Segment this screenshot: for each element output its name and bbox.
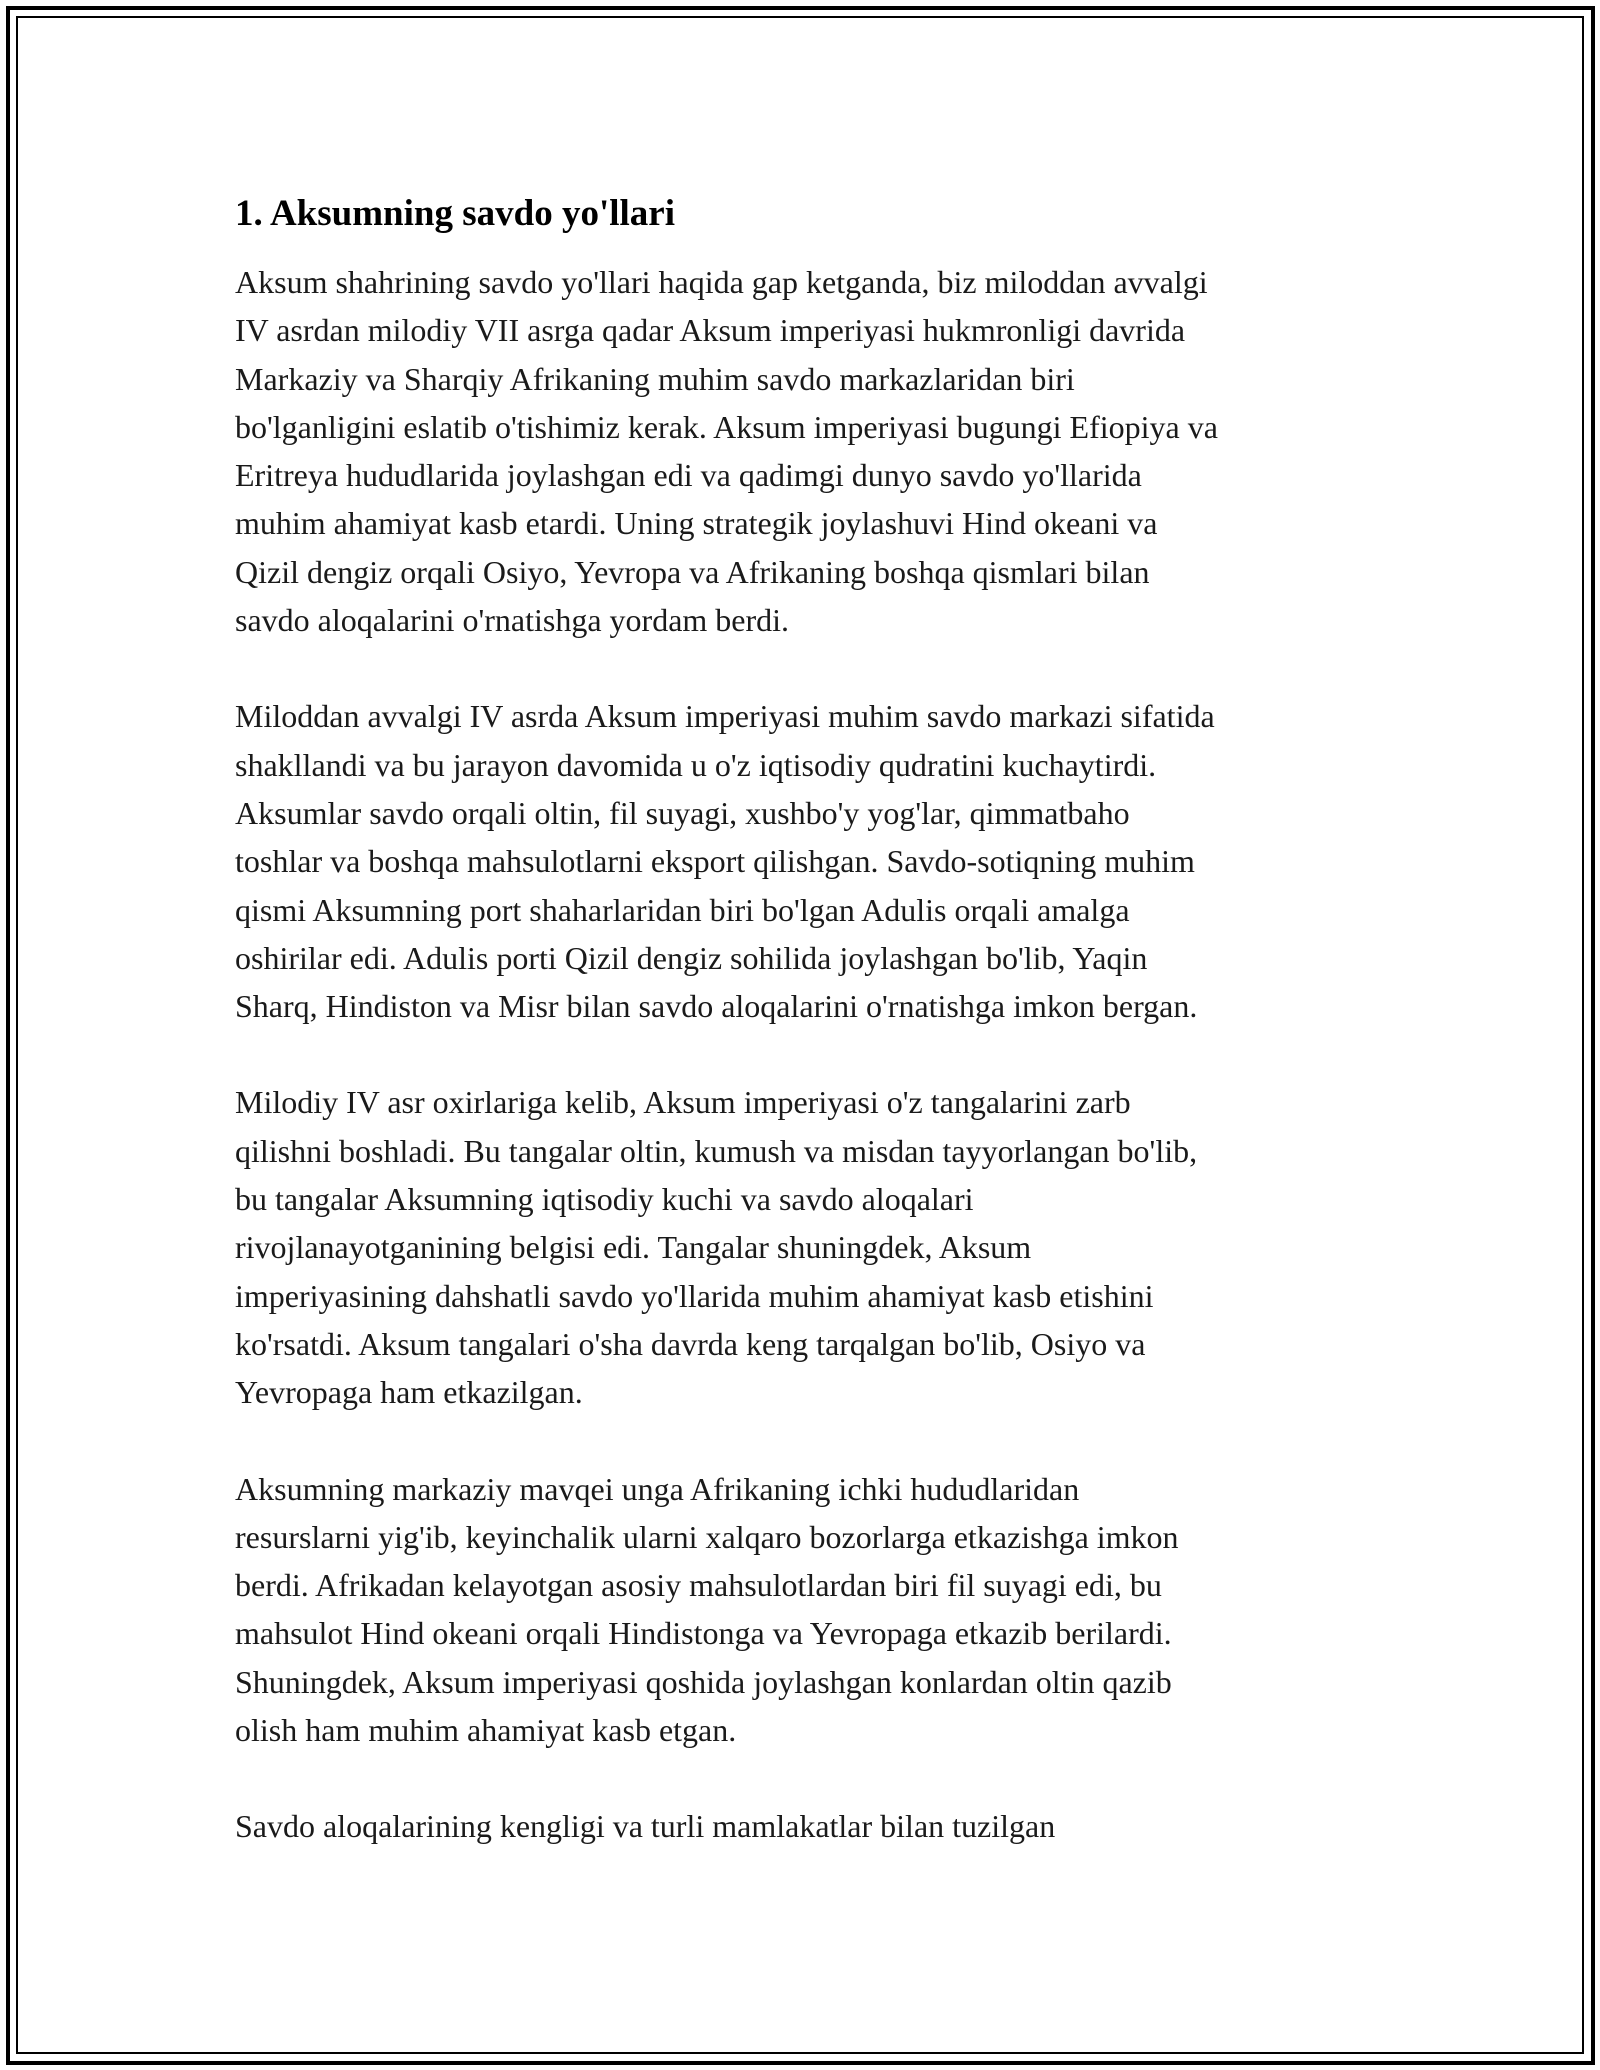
paragraph-line: imperiyasining dahshatli savdo yo'llarida muhim ahamiyat kasb etishini [235, 1277, 1154, 1314]
paragraph-line: qilishni boshladi. Bu tangalar oltin, kumush va misdan tayyorlangan bo'lib, [235, 1132, 1198, 1169]
paragraph-line: Miloddan avvalgi IV asrda Aksum imperiyasi muhim savdo markazi sifatida [235, 698, 1215, 735]
paragraph-3 [235, 1078, 1375, 1416]
paragraph-line: mahsulot Hind okeani orqali Hindistonga va Yevropaga etkazib berilardi. [235, 1615, 1172, 1652]
paragraph-line: Eritreya hududlarida joylashgan edi va qadimgi dunyo savdo yo'llarida [235, 457, 1142, 494]
paragraph-line: IV asrdan milodiy VII asrga qadar Aksum imperiyasi hukmronligi davrida [235, 312, 1186, 349]
paragraphs-container [235, 258, 1375, 1851]
paragraph-line: Milodiy IV asr oxirlariga kelib, Aksum imperiyasi o'z tangalarini zarb [235, 1084, 1131, 1121]
document-body [235, 190, 1375, 1851]
paragraph-line: muhim ahamiyat kasb etardi. Uning strategik joylashuvi Hind okeani va [235, 505, 1158, 542]
paragraph-line: Qizil dengiz orqali Osiyo, Yevropa va Afrikaning boshqa qismlari bilan [235, 553, 1150, 590]
paragraph-line: Aksumlar savdo orqali oltin, fil suyagi, xushbo'y yog'lar, qimmatbaho [235, 794, 1130, 831]
paragraph-line: rivojlanayotganining belgisi edi. Tangalar shuningdek, Aksum [235, 1229, 1032, 1266]
paragraph-line: Savdo aloqalarining kengligi va turli mamlakatlar bilan tuzilgan [235, 1808, 1056, 1845]
paragraph-line: Sharq, Hindiston va Misr bilan savdo aloqalarini o'rnatishga imkon bergan. [235, 988, 1198, 1025]
paragraph-line: Aksum shahrining savdo yo'llari haqida gap ketganda, biz miloddan avvalgi [235, 264, 1208, 300]
paragraph-1 [235, 258, 1375, 644]
paragraph-line: Yevropaga ham etkazilgan. [235, 1374, 583, 1411]
paragraph-line: shakllandi va bu jarayon davomida u o'z iqtisodiy qudratini kuchaytirdi. [235, 746, 1157, 783]
paragraph-line: ko'rsatdi. Aksum tangalari o'sha davrda keng tarqalgan bo'lib, Osiyo va [235, 1325, 1146, 1362]
paragraph-4 [235, 1465, 1375, 1755]
paragraph-line: bo'lganligini eslatib o'tishimiz kerak. Aksum imperiyasi bugungi Efiopiya va [235, 408, 1218, 445]
paragraph-line: toshlar va boshqa mahsulotlarni eksport qilishgan. Savdo-sotiqning muhim [235, 843, 1195, 880]
paragraph-line: Aksumning markaziy mavqei unga Afrikaning ichki hududlaridan [235, 1470, 1080, 1507]
paragraph-line: resurslarni yig'ib, keyinchalik ularni xalqaro bozorlarga etkazishga imkon [235, 1518, 1179, 1555]
paragraph-line: bu tangalar Aksumning iqtisodiy kuchi va savdo aloqalari [235, 1181, 974, 1218]
paragraph-5 [235, 1802, 1375, 1850]
section-heading: 1. Aksumning savdo yo'llari [235, 193, 676, 234]
paragraph-line: savdo aloqalarini o'rnatishga yordam berdi. [235, 602, 790, 639]
paragraph-line: olish ham muhim ahamiyat kasb etgan. [235, 1712, 737, 1749]
paragraph-line: Shuningdek, Aksum imperiyasi qoshida joylashgan konlardan oltin qazib [235, 1663, 1172, 1700]
paragraph-line: Markaziy va Sharqiy Afrikaning muhim savdo markazlaridan biri [235, 360, 1075, 397]
paragraph-2 [235, 692, 1375, 1030]
paragraph-line: oshirilar edi. Adulis porti Qizil dengiz sohilida joylashgan bo'lib, Yaqin [235, 939, 1148, 976]
paragraph-line: qismi Aksumning port shaharlaridan biri bo'lgan Adulis orqali amalga [235, 891, 1130, 928]
paragraph-line: berdi. Afrikadan kelayotgan asosiy mahsulotlardan biri fil suyagi edi, bu [235, 1567, 1162, 1604]
